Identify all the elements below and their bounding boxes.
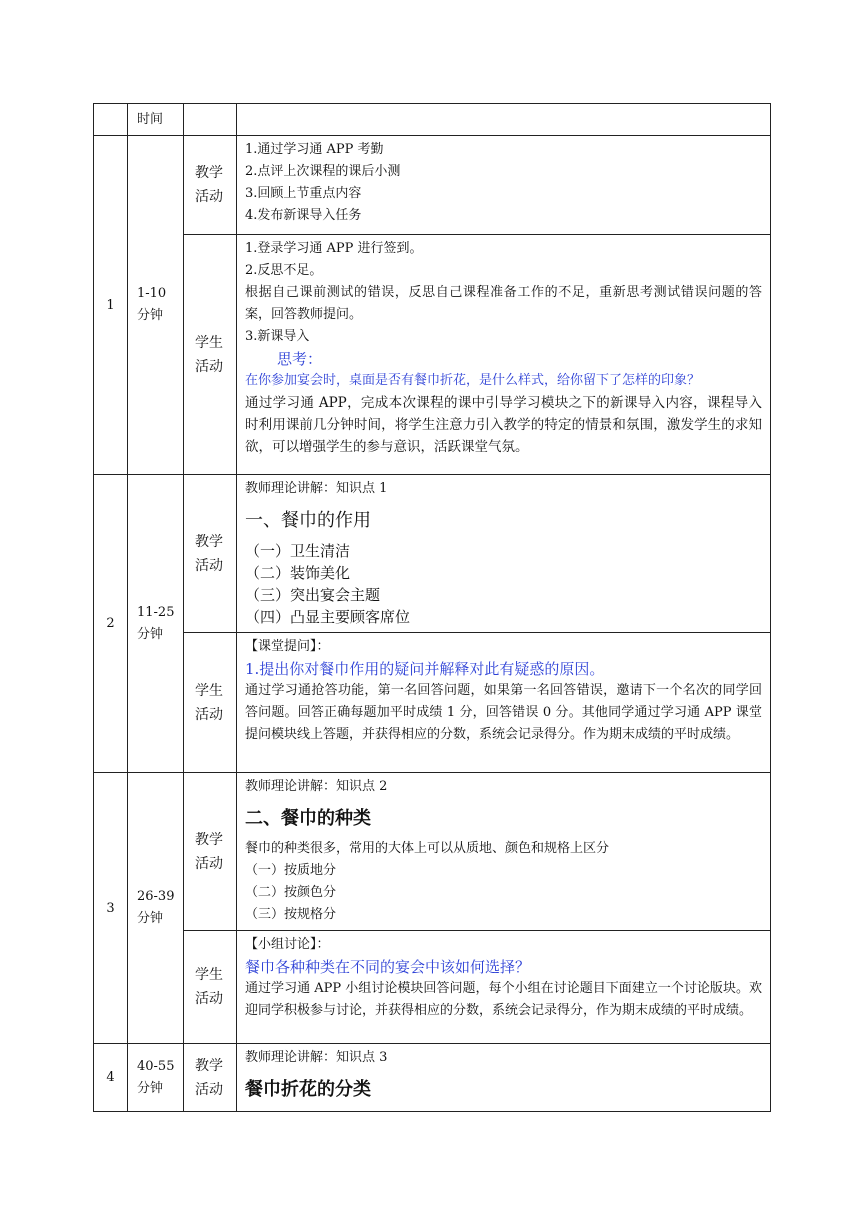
header-empty-cell	[237, 104, 771, 136]
time-unit: 分钟	[137, 308, 164, 323]
student-activity-content	[237, 633, 771, 773]
text-line: 2.反思不足。	[245, 263, 323, 278]
type-line: 活动	[195, 358, 223, 375]
student-activity-content	[237, 235, 771, 475]
header-row	[94, 104, 771, 136]
text-line: 教师理论讲解：知识点 2	[245, 779, 388, 794]
teacher-activity-content	[237, 773, 771, 931]
question-text: 1.提出你对餐巾作用的疑问并解释对此有疑惑的原因。	[245, 660, 605, 678]
paragraph: 通过学习通抢答功能，第一名回答问题，如果第一名回答错误，邀请下一个名次的同学回答问题。回答正确每题加平时成绩 1 分，回答错误 0 分。其他同学通过学习通 APP 课堂提问模块线上答题，并获得相应的分数，系统会记录得分。作为期末成绩的平时成绩。	[245, 683, 762, 742]
list-item: （二）按颜色分	[245, 885, 337, 900]
time-range: 1-10	[137, 286, 167, 301]
header-empty-cell	[184, 104, 237, 136]
section-heading: 二、餐巾的种类	[245, 808, 371, 829]
time-cell	[128, 1044, 184, 1112]
row-number: 1	[94, 136, 128, 475]
list-item: （一）按质地分	[245, 863, 337, 878]
type-line: 活动	[195, 557, 223, 574]
list-item: 4.发布新课导入任务	[245, 208, 362, 223]
activity-type	[184, 773, 237, 931]
teacher-activity-content	[237, 475, 771, 633]
tag-label: 【课堂提问】：	[245, 639, 330, 654]
teacher-activity-content	[237, 1044, 771, 1112]
list-item: （二）装饰美化	[245, 564, 351, 582]
text-line: 教师理论讲解：知识点 1	[245, 481, 388, 496]
time-range: 26-39	[137, 889, 175, 904]
list-item: 2.点评上次课程的课后小测	[245, 164, 401, 179]
list-item: 3.回顾上节重点内容	[245, 186, 362, 201]
paragraph: 根据自己课前测试的错误，反思自己课程准备工作的不足，重新思考测试错误问题的答案，回答教师提问。	[245, 285, 762, 322]
lesson-table	[93, 103, 771, 1112]
time-cell	[128, 475, 184, 773]
type-line: 教学	[195, 831, 223, 848]
time-header: 时间	[128, 104, 184, 136]
activity-type	[184, 475, 237, 633]
activity-type	[184, 1044, 237, 1112]
type-line: 活动	[195, 189, 223, 205]
header-empty-cell	[94, 104, 128, 136]
type-line: 活动	[195, 855, 223, 872]
type-line: 活动	[195, 991, 223, 1007]
activity-type	[184, 931, 237, 1044]
row-2-teacher	[94, 475, 771, 633]
row-number: 3	[94, 773, 128, 1044]
type-line: 学生	[195, 967, 223, 983]
row-3-teacher	[94, 773, 771, 931]
list-item: （一）卫生清洁	[245, 542, 351, 560]
type-line: 学生	[195, 334, 223, 351]
section-heading: 餐巾折花的分类	[245, 1079, 371, 1100]
time-range: 11-25	[137, 604, 175, 620]
list-item: 1.通过学习通 APP 考勤	[245, 142, 384, 157]
list-item: （四）凸显主要顾客席位	[245, 608, 411, 626]
time-range: 40-55	[137, 1058, 175, 1074]
row-2-student	[94, 633, 771, 773]
activity-type	[184, 136, 237, 235]
row-number: 2	[94, 475, 128, 773]
time-unit: 分钟	[137, 626, 164, 642]
list-item: （三）按规格分	[245, 907, 337, 922]
row-3-student	[94, 931, 771, 1044]
time-unit: 分钟	[137, 911, 164, 926]
text-line: 1.登录学习通 APP 进行签到。	[245, 241, 423, 256]
question-text: 在你参加宴会时，桌面是否有餐巾折花，是什么样式，给你留下了怎样的印象？	[245, 373, 701, 388]
paragraph: 通过学习通 APP 小组讨论模块回答问题，每个小组在讨论题目下面建立一个讨论版块。欢迎同学积极参与讨论，并获得相应的分数，系统会记录得分，作为期末成绩的平时成绩。	[245, 981, 762, 1018]
row-number: 4	[94, 1044, 128, 1112]
time-unit: 分钟	[137, 1080, 164, 1096]
time-cell	[128, 773, 184, 1044]
paragraph: 通过学习通 APP，完成本次课程的课中引导学习模块之下的新课导入内容，课程导入时利用课前几分钟时间，将学生注意力引入教学的特定的情景和氛围，激发学生的求知欲，可以增强学生的参与意识，活跃课堂气氛。	[245, 395, 762, 455]
type-line: 教学	[195, 1057, 223, 1074]
tag-label: 【小组讨论】：	[245, 937, 330, 952]
text-line: 教师理论讲解：知识点 3	[245, 1050, 388, 1065]
type-line: 教学	[195, 165, 223, 181]
think-label: 思考：	[277, 350, 323, 368]
text-line: 3.新课导入	[245, 329, 310, 344]
type-line: 活动	[195, 706, 223, 723]
activity-type	[184, 633, 237, 773]
row-1-student	[94, 235, 771, 475]
list-item: （三）突出宴会主题	[245, 586, 381, 604]
type-line: 教学	[195, 533, 223, 550]
student-activity-content	[237, 931, 771, 1044]
time-cell	[128, 136, 184, 475]
type-line: 学生	[195, 682, 223, 699]
row-1-teacher	[94, 136, 771, 235]
teacher-activity-content	[237, 136, 771, 235]
type-line: 活动	[195, 1081, 223, 1098]
section-heading: 一、餐巾的作用	[245, 510, 371, 531]
text-line: 餐巾的种类很多，常用的大体上可以从质地、颜色和规格上区分	[245, 841, 610, 856]
activity-type	[184, 235, 237, 475]
row-4-teacher	[94, 1044, 771, 1112]
question-text: 餐巾各种种类在不同的宴会中该如何选择？	[245, 958, 531, 976]
